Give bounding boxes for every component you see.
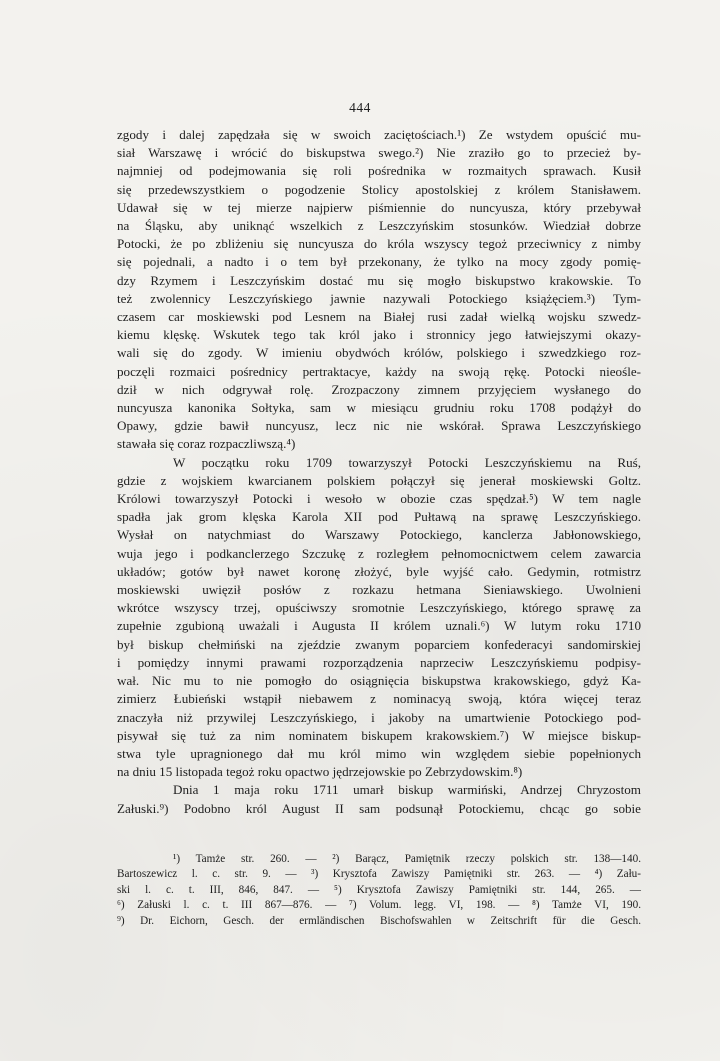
text-line: zupełnie zgubioną uważali i Augusta II królem uznali.⁶) W lutym roku 1710 [117,618,641,634]
text-line: był biskup chełmiński na zjeździe zwanym poparciem konfederacyi sandomirskiej [117,636,641,652]
text-line: Potocki, że po zbliżeniu się nuncyusza do króla wszyscy tegoż przeciwnicy z nimby [117,236,641,252]
text-line: dzy Rzymem i Leszczyńskim dostać mu się mogło biskupstwo krakowskie. To [117,272,641,288]
text-line: zgody i dalej zapędzała się w swoich zaciętościach.¹) Ze wstydem opuścić mu- [117,127,641,142]
footnote-line: ⁹) Dr. Eichorn, Gesch. der ermländischen Bischofswahlen w Zeitschrift für die Gesch. [117,914,641,927]
text-line: wuja jego i podkanclerzego Szczukę z rozległem pełnomocnictwem celem zawarcia [117,545,641,561]
text-line: Udawał się w tej mierze najpierw piśmiennie do nuncyusza, który przebywał [117,199,641,215]
text-line: Wysłał on natychmiast do Warszawy Potockiego, kanclerza Jabłonowskiego, [117,527,641,543]
text-line: wał. Nic mu to nie pomogło do osiągnięcia biskupstwa krakowskiego, gdyż Ka- [117,673,641,689]
text-line: poczęli rozmaici pośrednicy pertraktacye, każdy na swoją rękę. Potocki nieośle- [117,363,641,379]
text-line: gdzie z wojskiem kwarcianem polskiem połączył się jenerał moskiewski Goltz. [117,472,641,488]
text-line: układów; gotów był nawet koronę złożyć, byle wyjść cało. Gedymin, rotmistrz [117,563,641,579]
text-line: Załuski.⁹) Podobno król August II sam podsunął Potockiemu, chcąc go sobie [117,800,641,816]
text-line: się przedewszystkiem o pogodzenie Stolicy apostolskiej z królem Stanisławem. [117,181,641,197]
footnote-line: ⁶) Załuski l. c. t. III 867—876. — ⁷) Volum. legg. VI, 198. — ⁸) Tamże VI, 190. [117,899,641,912]
text-line: stwa tyle upragnionego dał mu król mimo win względem siebie popełnionych [117,745,641,761]
text-line: znaczyła niż przywilej Leszczyńskiego, i jakoby na umartwienie Potockiego pod- [117,709,641,725]
text-line: Królowi towarzyszył Potocki i wesoło w obozie czas spędzał.⁵) W tem nagle [117,491,641,507]
text-line: się pojednali, a nadto i o tem był przekonany, że tylko na mocy zgody pomię- [117,254,641,270]
text-line: Dnia 1 maja roku 1711 umarł biskup warmiński, Andrzej Chryzostom [173,782,641,798]
text-line: i pomiędzy innymi prawami rozporządzenia naprzeciw Leszczyńskiemu podpisy- [117,654,641,670]
text-line: najmniej od podejmowania się roli pośrednika w rozmaitych sprawach. Kusił [117,163,641,179]
footnote-line: Bartoszewicz l. c. str. 9. — ³) Krysztofa Zawiszy Pamiętniki str. 263. — ⁴) Zału- [117,868,641,881]
text-line: spadła jak grom klęska Karola XII pod Pułtawą na sprawę Leszczyńskiego. [117,509,641,525]
text-line: dził w nich odgrywał rolę. Zrozpaczony zimnem przyjęciem wysłanego do [117,381,641,397]
text-line: zimierz Łubieński wstąpił niebawem z nominacyą swoją, która więcej teraz [117,691,641,707]
text-line: pisywał się tuż za nim nominatem biskupem krakowskiem.⁷) W miejsce biskup- [117,727,641,743]
text-line: na Śląsku, aby uniknąć wszelkich z Leszczyńskim stosunków. Wiedział dobrze [117,218,641,234]
text-line: czasem car moskiewski pod Lesnem na Białej rusi zadał wielką wojsku szwedz- [117,309,641,325]
main-text [117,126,641,818]
footnotes [117,852,641,929]
text-line: wali się do zgody. W imieniu obydwóch królów, polskiego i szwedzkiego roz- [117,345,641,361]
footnote-line: ski l. c. t. III, 846, 847. — ⁵) Krysztofa Zawiszy Pamiętniki str. 144, 265. — [117,883,641,896]
footnote-line: ¹) Tamże str. 260. — ²) Barącz, Pamiętnik rzeczy polskich str. 138—140. [173,853,641,865]
text-line: wkrótce wszyscy trzej, opuściwszy sromotnie Leszczyńskiego, którego sprawę za [117,600,641,616]
text-line: nuncyusza kanonika Sołtyka, sam w miesiącu grudniu roku 1708 podążył do [117,400,641,416]
text-line: też zwolennicy Leszczyńskiego jawnie nazywali Potockiego książęciem.³) Tym- [117,290,641,306]
text-line: siał Warszawę i wrócić do biskupstwa swego.²) Nie zraziło go to przecież by- [117,145,641,161]
text-line: moskiewski uwięził posłów z rozkazu hetmana Sieniawskiego. Uwolnieni [117,582,641,598]
text-line: na dniu 15 listopada tegoż roku opactwo jędrzejowskie po Zebrzydowskim.⁸) [117,764,523,780]
text-line: Opawy, gdzie bawił nuncyusz, lecz nic nie wskórał. Sprawa Leszczyńskiego [117,418,641,434]
text-line: kiemu klęskę. Wskutek tego tak król jako i stronnicy jego łatwiejszymi okazy- [117,327,641,343]
text-line: stawała się coraz rozpaczliwszą.⁴) [117,436,296,452]
text-line: W początku roku 1709 towarzyszył Potocki Leszczyńskiemu na Ruś, [173,454,641,470]
page-number: 444 [349,100,371,115]
